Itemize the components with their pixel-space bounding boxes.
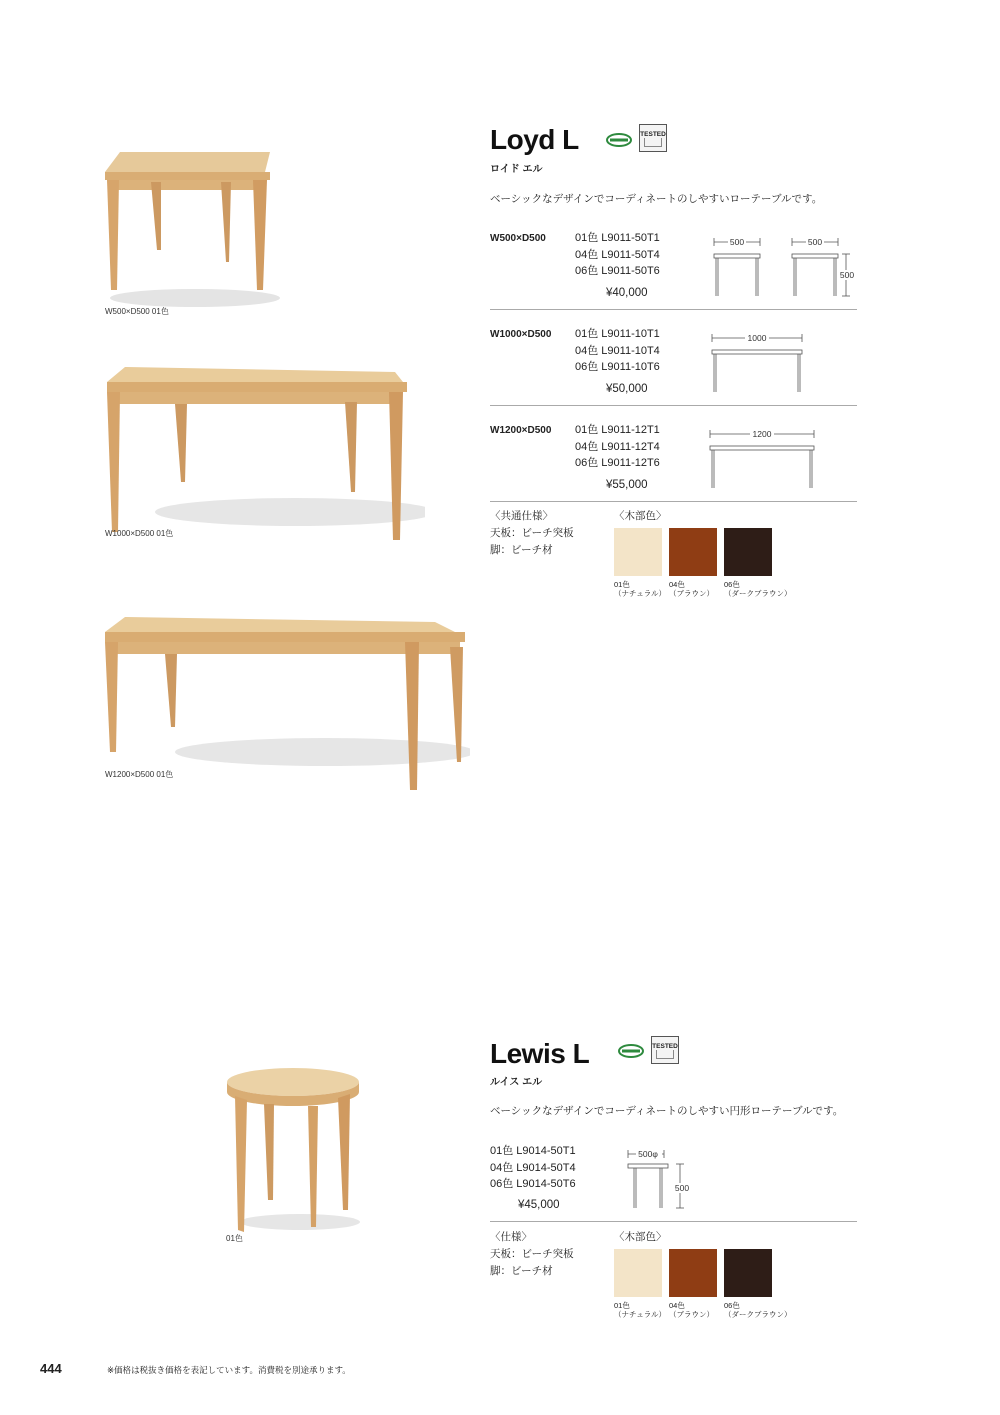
dimension-label: 1000 bbox=[747, 333, 767, 343]
variant-size: W1200×D500 bbox=[490, 425, 552, 436]
tested-badge-icon: TESTED bbox=[639, 124, 667, 152]
product-kana: ルイス エル bbox=[490, 1077, 543, 1088]
variant-size: W1000×D500 bbox=[490, 329, 552, 340]
variant-code: 04色 L9011-12T4 bbox=[575, 440, 660, 453]
product-kana: ロイド エル bbox=[490, 164, 543, 175]
photo-caption: W1000×D500 01色 bbox=[105, 529, 174, 538]
product-description: ベーシックなデザインでコーディネートのしやすいローテーブルです。 bbox=[490, 193, 823, 205]
dimension-drawing bbox=[706, 426, 818, 494]
spec-line: 天板：ビーチ突板 bbox=[490, 527, 574, 539]
swatch-natural bbox=[614, 1249, 662, 1297]
variant-price: ¥40,000 bbox=[606, 287, 648, 299]
dimension-label: 500 bbox=[839, 270, 855, 280]
dimension-label: 1200 bbox=[752, 429, 772, 439]
spec-block bbox=[490, 508, 574, 559]
swatch-label: 04色 （ブラウン） bbox=[669, 1301, 714, 1319]
spec-heading: 〈仕様〉 bbox=[490, 1231, 532, 1243]
divider bbox=[490, 1221, 857, 1222]
product-description: ベーシックなデザインでコーディネートのしやすい円形ローテーブルです。 bbox=[490, 1105, 844, 1117]
spec-block bbox=[490, 1229, 574, 1280]
dimension-label: 500 bbox=[807, 237, 823, 247]
variant-price: ¥45,000 bbox=[518, 1199, 560, 1211]
photo-loyd-w1000 bbox=[95, 362, 425, 547]
price-note: ※価格は税抜き価格を表記しています。消費税を別途承ります。 bbox=[107, 1365, 351, 1375]
variant-code: 04色 L9011-10T4 bbox=[575, 344, 660, 357]
variant-code: 01色 L9011-10T1 bbox=[575, 328, 660, 340]
photo-caption: W1200×D500 01色 bbox=[105, 770, 174, 779]
variant-code: 06色 L9014-50T6 bbox=[490, 1178, 576, 1190]
variant-code: 04色 L9011-50T4 bbox=[575, 248, 660, 261]
variant-codes bbox=[575, 422, 660, 472]
photo-caption: 01色 bbox=[226, 1234, 243, 1243]
variant-code: 01色 L9011-12T1 bbox=[575, 424, 660, 436]
tested-badge-icon: TESTED bbox=[651, 1036, 679, 1064]
spec-heading: 〈共通仕様〉 bbox=[490, 510, 553, 522]
product-title: Loyd L bbox=[490, 124, 579, 155]
photo-caption: W500×D500 01色 bbox=[105, 307, 169, 316]
swatch-dark-brown bbox=[724, 528, 772, 576]
dimension-label: 500 bbox=[674, 1183, 690, 1193]
eco-mark-icon bbox=[606, 133, 632, 147]
variant-codes bbox=[490, 1143, 576, 1193]
variant-price: ¥55,000 bbox=[606, 479, 648, 491]
variant-code: 06色 L9011-10T6 bbox=[575, 361, 660, 373]
dimension-drawing bbox=[624, 1146, 694, 1214]
variant-price: ¥50,000 bbox=[606, 383, 648, 395]
eco-mark-icon bbox=[618, 1044, 644, 1058]
swatch-natural bbox=[614, 528, 662, 576]
swatch-label: 01色 （ナチュラル） bbox=[614, 1301, 667, 1319]
photo-loyd-w500 bbox=[95, 140, 285, 310]
variant-code: 01色 L9011-50T1 bbox=[575, 232, 660, 244]
spec-line: 脚：ビーチ材 bbox=[490, 544, 553, 556]
color-heading: 〈木部色〉 bbox=[614, 1231, 667, 1243]
variant-code: 01色 L9014-50T1 bbox=[490, 1145, 576, 1157]
swatch-label: 06色 （ダークブラウン） bbox=[724, 580, 792, 598]
dimension-drawing bbox=[708, 232, 858, 302]
variant-code: 04色 L9014-50T4 bbox=[490, 1161, 576, 1174]
color-heading: 〈木部色〉 bbox=[614, 510, 667, 522]
variant-codes bbox=[575, 230, 660, 280]
divider bbox=[490, 309, 857, 310]
divider bbox=[490, 405, 857, 406]
dimension-label: 500 bbox=[729, 237, 745, 247]
product-title: Lewis L bbox=[490, 1038, 590, 1069]
variant-code: 06色 L9011-50T6 bbox=[575, 265, 660, 277]
dimension-drawing bbox=[708, 330, 808, 398]
swatch-dark-brown bbox=[724, 1249, 772, 1297]
photo-loyd-w1200 bbox=[95, 612, 470, 794]
variant-code: 06色 L9011-12T6 bbox=[575, 457, 660, 469]
page-number: 444 bbox=[40, 1361, 62, 1376]
swatch-label: 01色 （ナチュラル） bbox=[614, 580, 667, 598]
spec-line: 脚：ビーチ材 bbox=[490, 1265, 553, 1277]
photo-lewis bbox=[220, 1062, 370, 1242]
swatch-label: 04色 （ブラウン） bbox=[669, 580, 714, 598]
variant-codes bbox=[575, 326, 660, 376]
swatch-brown bbox=[669, 528, 717, 576]
variant-size: W500×D500 bbox=[490, 233, 546, 244]
swatch-brown bbox=[669, 1249, 717, 1297]
dimension-label: 500φ bbox=[638, 1149, 658, 1159]
divider bbox=[490, 501, 857, 502]
swatch-label: 06色 （ダークブラウン） bbox=[724, 1301, 792, 1319]
spec-line: 天板：ビーチ突板 bbox=[490, 1248, 574, 1260]
